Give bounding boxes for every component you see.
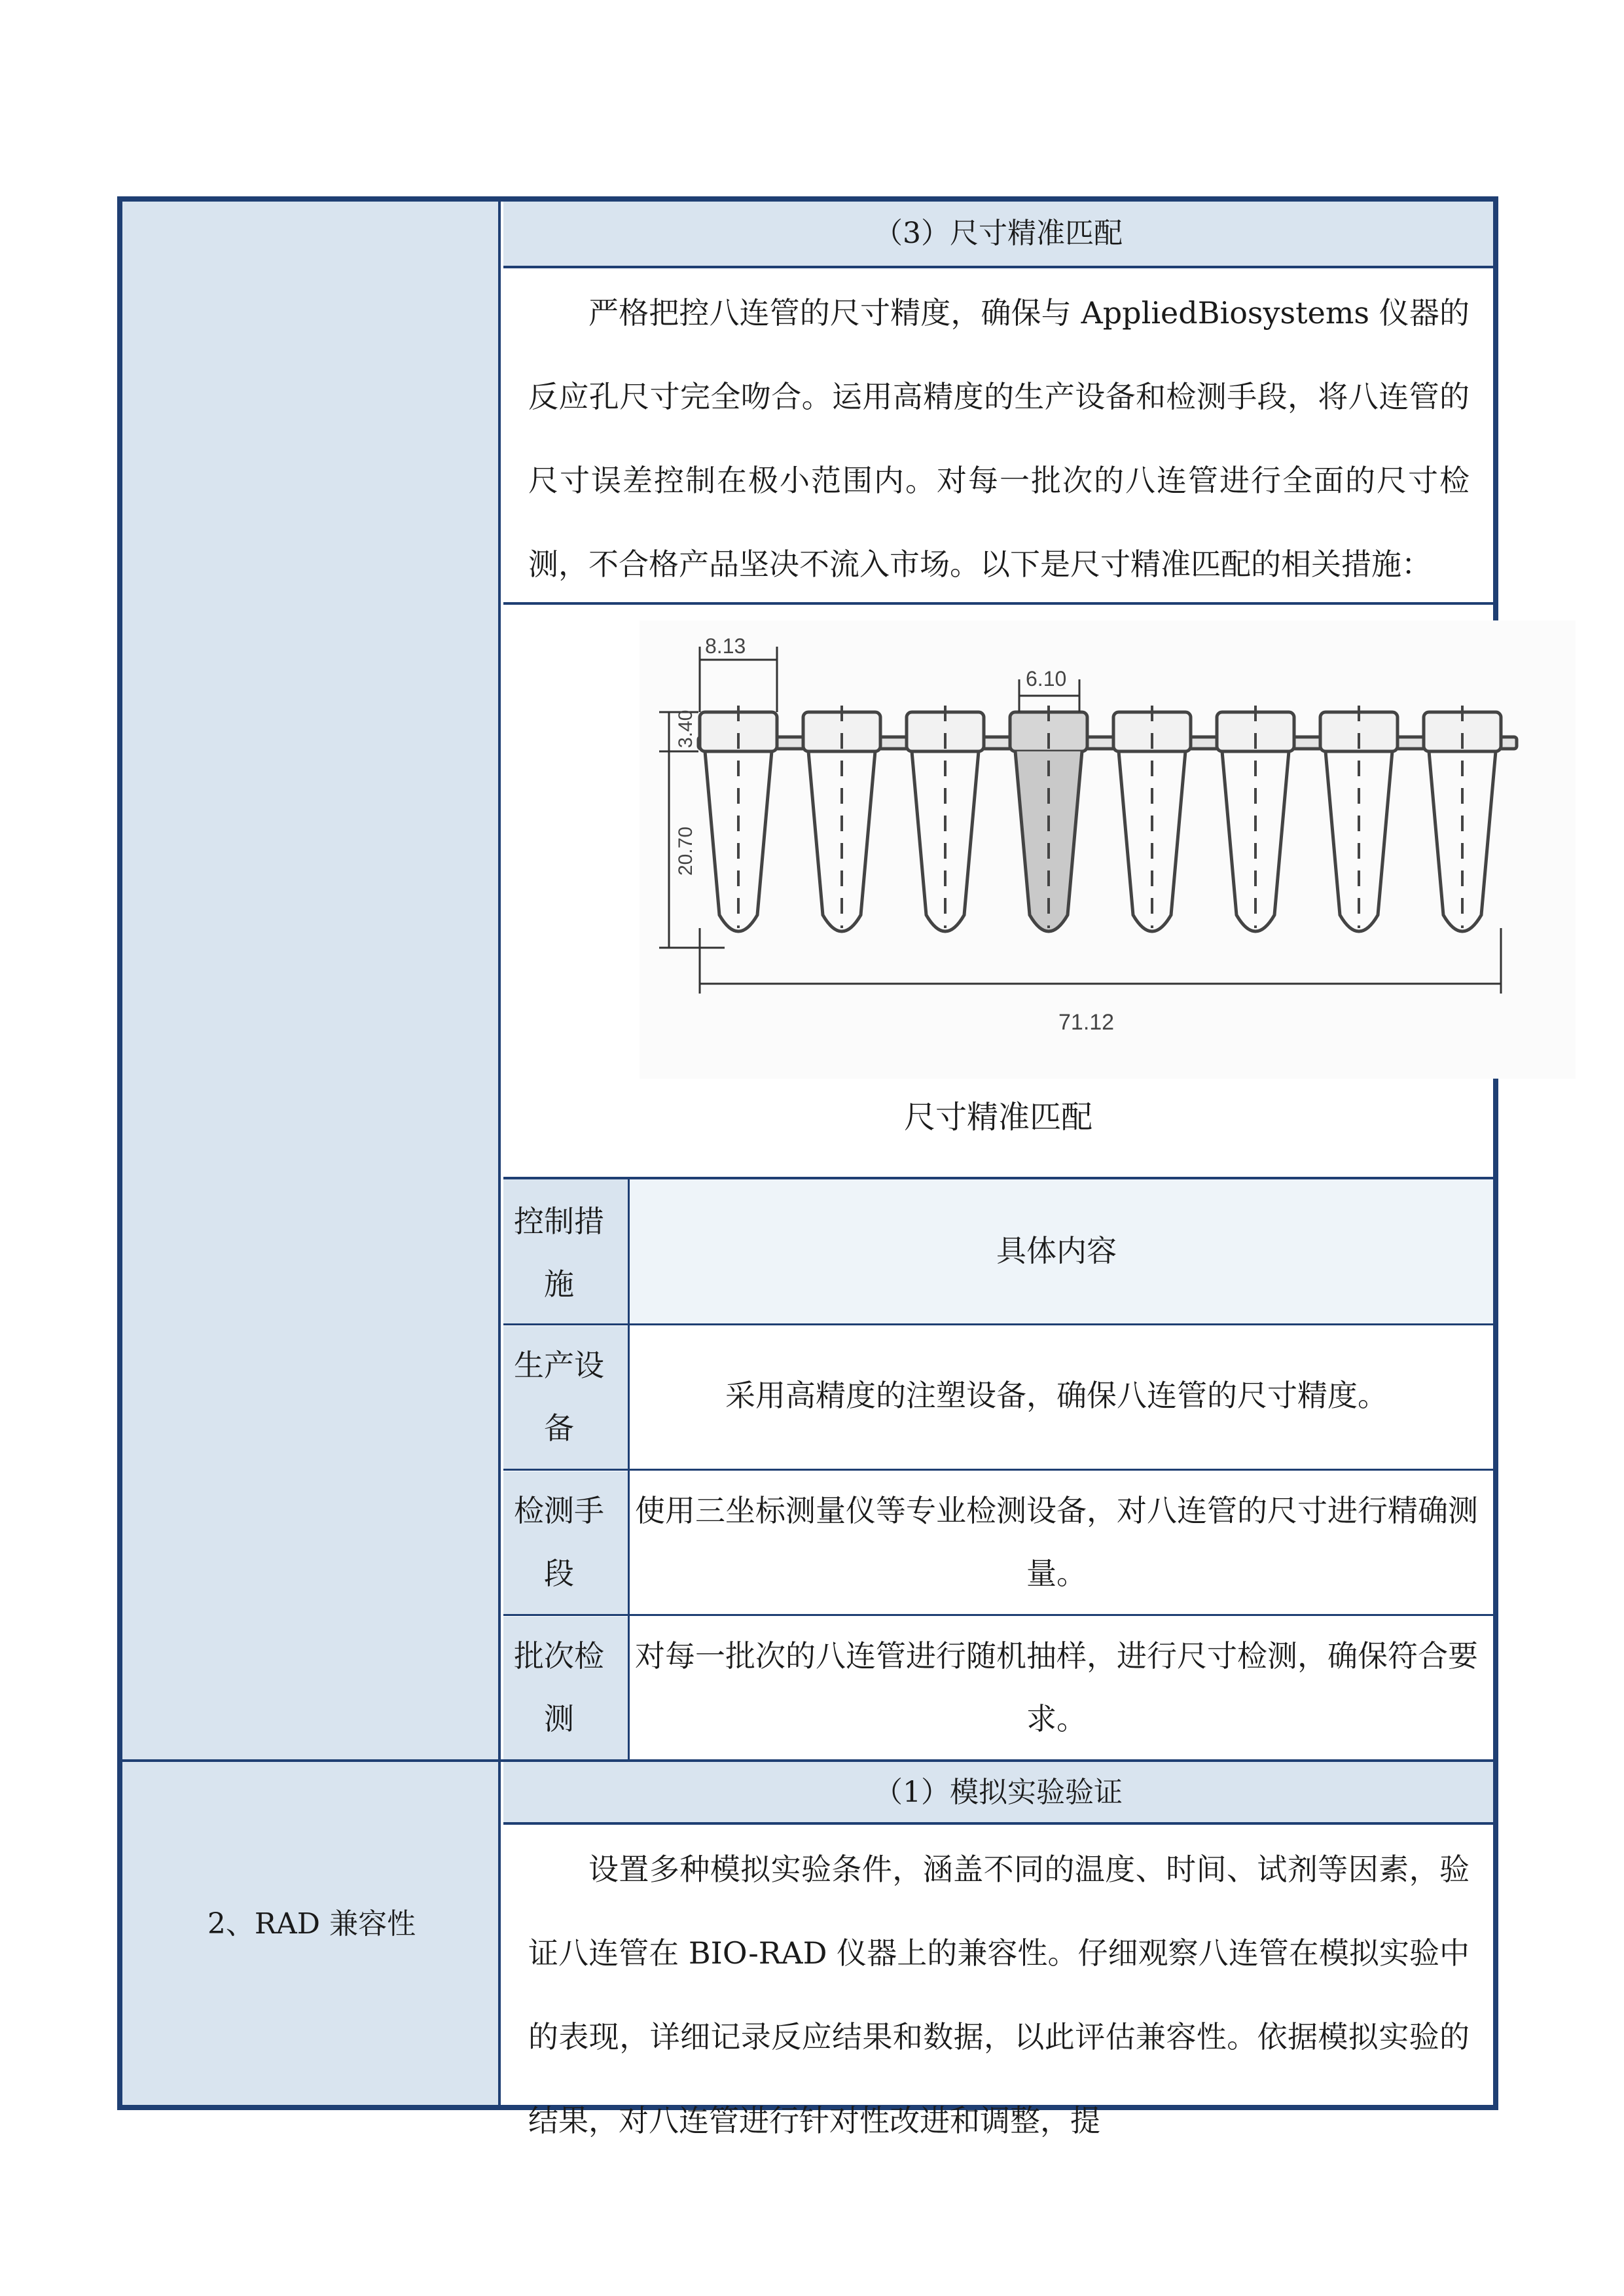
dim-tube-height: 20.70: [675, 826, 696, 876]
divider: [503, 1323, 1493, 1325]
section-heading-1: （3）尺寸精准匹配: [874, 217, 1123, 250]
dim-top-width: 8.13: [705, 634, 746, 658]
table-row-label: 批次检测: [514, 1638, 604, 1736]
table-header-content: 具体内容: [996, 1233, 1117, 1268]
dim-cap-height: 3.40: [675, 709, 696, 748]
divider: [503, 1469, 1493, 1471]
table-row-label: 检测手段: [514, 1493, 604, 1591]
table-row-content: 对每一批次的八连管进行随机抽样，进行尺寸检测，确保符合要求。: [635, 1638, 1478, 1736]
left-column: [122, 202, 501, 2105]
section-paragraph-2: 设置多种模拟实验条件，涵盖不同的温度、时间、试剂等因素，验证八连管在 BIO-RAD 仪器上的兼容性。仔细观察八连管在模拟实验中的表现，详细记录反应结果和数据，以此评估兼容性。依据模拟实验的结果，对八连管进行针对性改进和调整，提: [528, 1852, 1470, 2138]
dim-total-length: 71.12: [1058, 1010, 1115, 1035]
section-heading-2: （1）模拟实验验证: [874, 1776, 1123, 1809]
section-paragraph-1: 严格把控八连管的尺寸精度，确保与 AppliedBiosystems 仪器的反应孔尺寸完全吻合。运用高精度的生产设备和检测手段，将八连管的尺寸误差控制在极小范围内。对每一批次的八连管进行全面的尺寸检测，不合格产品坚决不流入市场。以下是尺寸精准匹配的相关措施：: [528, 295, 1470, 582]
dim-mid-width: 6.10: [1026, 667, 1067, 691]
table-row-label: 生产设备: [514, 1348, 604, 1446]
table-row-content: 使用三坐标测量仪等专业检测设备，对八连管的尺寸进行精确测量。: [635, 1493, 1478, 1591]
content-table: [117, 196, 1498, 2138]
divider: [503, 602, 1493, 605]
figure-caption: 尺寸精准匹配: [903, 1099, 1092, 1136]
table-header-measure: 控制措施: [514, 1204, 604, 1302]
divider: [503, 266, 1493, 268]
section-label-2: 2、RAD 兼容性: [207, 1907, 416, 1941]
tube-strip-diagram: [640, 620, 1576, 1079]
divider: [503, 1822, 1493, 1825]
divider: [503, 1614, 1493, 1616]
table-row-content: 采用高精度的注塑设备，确保八连管的尺寸精度。: [725, 1378, 1388, 1413]
